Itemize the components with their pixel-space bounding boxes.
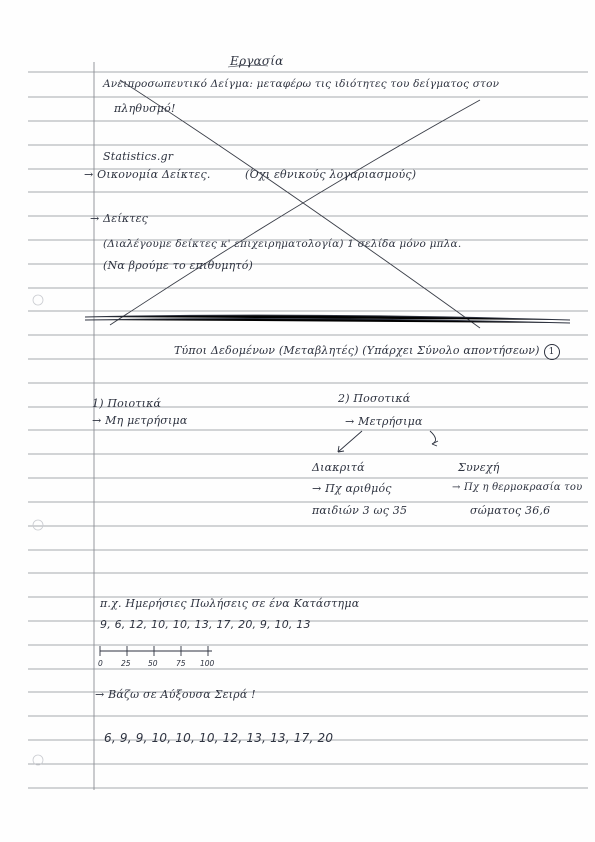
number-line	[100, 646, 212, 656]
types-heading	[174, 344, 560, 360]
choose-note: (Διαλέγουμε δείκτες κ' επιχειρηματολογία) 1 σελίδα μόνο μπλα.	[103, 238, 462, 250]
raw-values: 9, 6, 12, 10, 10, 13, 17, 20, 9, 10, 13	[100, 618, 311, 631]
indices-label: → Δείκτες	[90, 212, 149, 225]
crossed-line-2: πληθυσμό!	[114, 102, 176, 115]
section-separator	[85, 315, 570, 323]
discrete-example-2: παιδιών 3 ως 35	[312, 504, 408, 517]
axis-tick-0: 0	[98, 659, 103, 668]
qualitative-label: 1) Ποιοτικά	[92, 397, 162, 410]
quantitative-label: 2) Ποσοτικά	[338, 392, 411, 405]
types-heading-text: Τύποι Δεδομένων (Μεταβλητές) (Υπάρχει Σύνολο αποντήσεων)	[174, 344, 540, 357]
continuous-label: Συνεχή	[458, 461, 500, 474]
continuous-example-2: σώματος 36,6	[470, 504, 551, 517]
axis-tick-75: 75	[176, 659, 186, 668]
branch-arrows	[338, 431, 438, 452]
topic-note: (Να βρούμε το επιθυμητό)	[103, 259, 254, 272]
axis-tick-100: 100	[200, 659, 215, 668]
cross-out-strokes	[110, 80, 480, 328]
page-title: Εργασία	[230, 54, 284, 68]
axis-tick-25: 25	[121, 659, 131, 668]
example-heading: π.χ. Ημερήσιες Πωλήσεις σε ένα Κατάστημα	[100, 597, 360, 610]
sort-note: → Βάζω σε Αύξουσα Σειρά !	[95, 688, 256, 701]
discrete-example-1: → Πχ αριθμός	[312, 482, 392, 495]
economic-note: (Όχι εθνικούς λογαριασμούς)	[245, 168, 417, 181]
source-label: Statistics.gr	[103, 150, 174, 163]
punch-holes	[33, 295, 43, 765]
types-number: 1	[544, 344, 560, 360]
continuous-example-1: → Πχ η θερμοκρασία του	[452, 482, 583, 493]
economic-label: → Οικονομία Δείκτες.	[84, 168, 211, 181]
axis-tick-50: 50	[148, 659, 158, 668]
quantitative-sub: → Μετρήσιμα	[345, 415, 423, 428]
discrete-label: Διακριτά	[312, 461, 365, 474]
sorted-values: 6, 9, 9, 10, 10, 10, 12, 13, 13, 17, 20	[104, 731, 334, 745]
crossed-line-1: Ανειπροσωπευτικό Δείγμα: μεταφέρω τις ιδιότητες του δείγματος στον	[103, 78, 500, 90]
qualitative-sub: → Μη μετρήσιμα	[92, 414, 188, 427]
